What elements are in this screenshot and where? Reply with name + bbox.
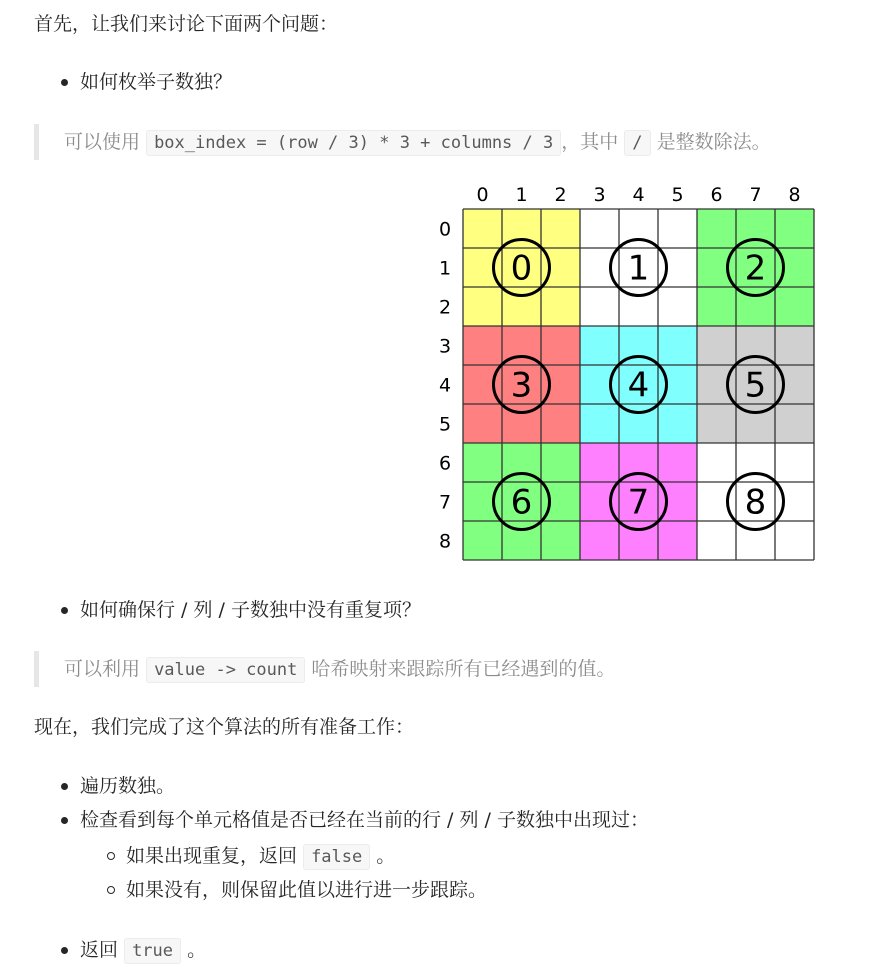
substep-keep: 如果没有，则保留此值以进行进一步跟踪。	[126, 876, 487, 904]
col-label-0: 0	[476, 184, 489, 206]
box-number-5: 5	[744, 365, 767, 406]
answer-quote-hashmap	[34, 651, 864, 687]
col-label-3: 3	[593, 184, 606, 206]
integer-division-code: /	[624, 130, 650, 156]
box-number-1: 1	[627, 248, 650, 289]
intro-text: 首先，让我们来讨论下面两个问题：	[34, 13, 339, 35]
substep-suffix: 。	[376, 845, 396, 867]
return-prefix: 返回	[80, 939, 119, 961]
answer-prefix: 可以使用	[64, 131, 141, 153]
row-label-8: 8	[438, 530, 452, 553]
row-label-1: 1	[438, 257, 452, 280]
step-return	[80, 936, 206, 965]
return-suffix: 。	[187, 939, 207, 961]
value-count-code: value -> count	[146, 657, 305, 683]
box-number-8: 8	[744, 482, 767, 523]
answer-suffix: 哈希映射来跟踪所有已经遇到的值。	[311, 658, 616, 680]
ready-text: 现在，我们完成了这个算法的所有准备工作：	[34, 716, 415, 738]
box-number-6: 6	[510, 482, 533, 523]
question-no-duplicates: 如何确保行 / 列 / 子数独中没有重复项？	[80, 596, 421, 624]
step-iterate: 遍历数独。	[80, 772, 175, 800]
col-label-2: 2	[554, 184, 567, 206]
box-number-3: 3	[510, 365, 533, 406]
row-label-3: 3	[438, 335, 452, 358]
col-label-7: 7	[749, 184, 762, 206]
box-index-formula-code: box_index = (row / 3) * 3 + columns / 3	[146, 130, 561, 156]
box-number-0: 0	[510, 248, 533, 289]
false-code: false	[303, 844, 370, 870]
box-number-4: 4	[627, 365, 650, 406]
col-label-8: 8	[788, 184, 801, 206]
box-number-2: 2	[744, 248, 767, 289]
answer-quote-box-index	[34, 124, 864, 160]
row-label-2: 2	[438, 296, 452, 319]
answer-prefix: 可以利用	[64, 658, 141, 680]
box-number-7: 7	[627, 482, 650, 523]
row-label-7: 7	[438, 491, 452, 514]
answer-middle: ，其中	[561, 131, 619, 153]
substep-duplicate	[126, 842, 395, 871]
col-label-4: 4	[632, 184, 645, 206]
step-check: 检查看到每个单元格值是否已经在当前的行 / 列 / 子数独中出现过：	[80, 806, 649, 834]
row-label-0: 0	[438, 218, 452, 241]
true-code: true	[124, 938, 181, 964]
col-label-6: 6	[710, 184, 723, 206]
answer-suffix: 是整数除法。	[656, 131, 771, 153]
col-label-1: 1	[515, 184, 528, 206]
row-label-6: 6	[438, 452, 452, 475]
question-enumerate-boxes: 如何枚举子数独？	[80, 68, 232, 96]
row-label-5: 5	[438, 413, 452, 436]
col-label-5: 5	[671, 184, 684, 206]
substep-prefix: 如果出现重复，返回	[126, 845, 298, 867]
sudoku-box-diagram	[430, 176, 820, 566]
row-label-4: 4	[438, 374, 452, 397]
